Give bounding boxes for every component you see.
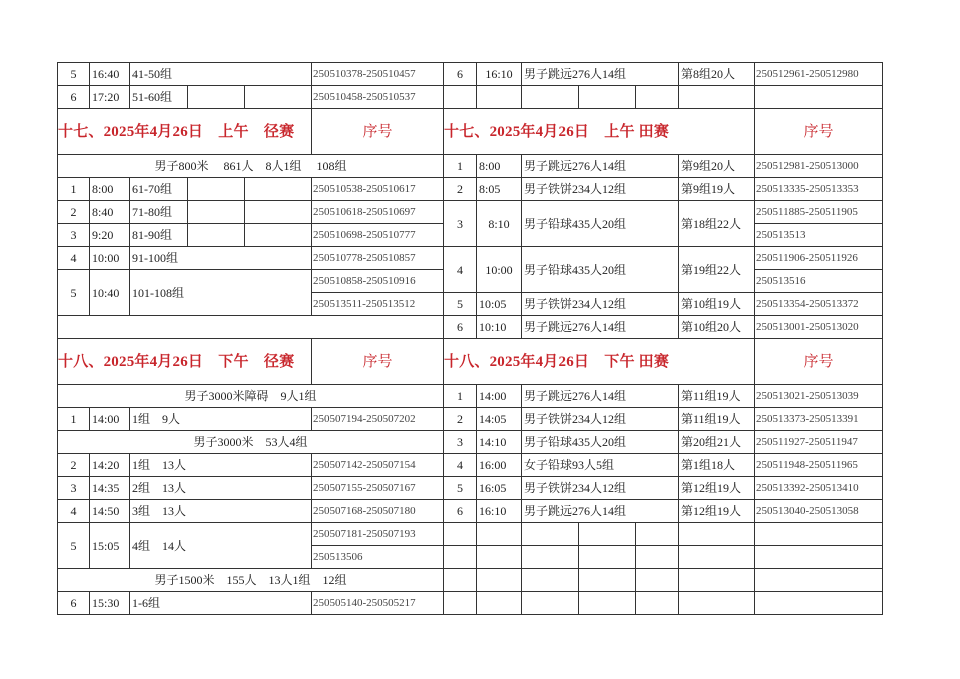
serial-header: 序号 xyxy=(755,109,883,155)
blank-row xyxy=(444,523,883,546)
row-number: 6 xyxy=(58,86,90,109)
event-cell: 女子铅球93人5组 xyxy=(522,454,679,477)
table-row xyxy=(444,155,883,178)
serial-range: 250513021-250513039 xyxy=(755,385,883,408)
serial-range: 250513373-250513391 xyxy=(755,408,883,431)
time-cell: 14:20 xyxy=(90,454,130,477)
empty-cell xyxy=(444,86,477,109)
empty-cell xyxy=(755,546,883,569)
time-cell: 16:40 xyxy=(90,63,130,86)
group-cell: 第20组21人 xyxy=(679,431,755,454)
empty-cell xyxy=(679,569,755,592)
row-number: 5 xyxy=(444,293,477,316)
empty-cell xyxy=(58,316,444,339)
group-cell: 第10组19人 xyxy=(679,293,755,316)
empty-cell xyxy=(636,569,679,592)
blank-row xyxy=(444,592,883,615)
serial-range: 250513335-250513353 xyxy=(755,178,883,201)
serial-range: 250507142-250507154 xyxy=(312,454,444,477)
time-cell: 15:30 xyxy=(90,592,130,615)
empty-cell xyxy=(444,569,477,592)
event-cell: 男子跳远276人14组 xyxy=(522,63,679,86)
time-cell: 16:05 xyxy=(477,477,522,500)
serial-range: 250510698-250510777 xyxy=(312,224,444,247)
empty-cell xyxy=(444,523,477,546)
table-row xyxy=(444,500,883,523)
table-row xyxy=(444,247,883,270)
serial-header: 序号 xyxy=(312,109,444,155)
event-cell: 男子铅球435人20组 xyxy=(522,431,679,454)
empty-cell xyxy=(188,178,245,201)
row-number: 6 xyxy=(444,63,477,86)
empty-cell xyxy=(579,523,636,546)
time-cell: 14:00 xyxy=(477,385,522,408)
group-cell: 第9组20人 xyxy=(679,155,755,178)
row-number: 6 xyxy=(58,592,90,615)
table-row xyxy=(58,63,444,86)
row-number: 5 xyxy=(58,523,90,569)
table-row xyxy=(58,592,444,615)
serial-range: 250511927-250511947 xyxy=(755,431,883,454)
section-header xyxy=(444,109,883,155)
time-cell: 10:10 xyxy=(477,316,522,339)
time-cell: 8:10 xyxy=(477,201,522,247)
row-number: 5 xyxy=(58,63,90,86)
time-cell: 16:00 xyxy=(477,454,522,477)
group-cell: 第9组19人 xyxy=(679,178,755,201)
section-header xyxy=(444,339,883,385)
empty-cell xyxy=(188,201,245,224)
table-row xyxy=(444,431,883,454)
time-cell: 14:50 xyxy=(90,500,130,523)
serial-range: 250505140-250505217 xyxy=(312,592,444,615)
serial-range: 250513001-250513020 xyxy=(755,316,883,339)
serial-range: 250511906-250511926 xyxy=(755,247,883,270)
event-cell: 男子跳远276人14组 xyxy=(522,316,679,339)
event-cell: 男子铅球435人20组 xyxy=(522,247,679,293)
empty-cell xyxy=(755,592,883,615)
empty-cell xyxy=(245,224,312,247)
empty-cell xyxy=(188,224,245,247)
group-cell: 71-80组 xyxy=(130,201,188,224)
row-number: 6 xyxy=(444,316,477,339)
time-cell: 10:00 xyxy=(90,247,130,270)
row-number: 3 xyxy=(444,431,477,454)
serial-header: 序号 xyxy=(755,339,883,385)
time-cell: 10:00 xyxy=(477,247,522,293)
empty-cell xyxy=(522,86,579,109)
time-cell: 15:05 xyxy=(90,523,130,569)
group-cell: 4组 14人 xyxy=(130,523,312,569)
empty-cell xyxy=(188,86,245,109)
section-title: 十七、2025年4月26日 上午 径赛 xyxy=(58,109,312,155)
table-row xyxy=(58,178,444,201)
time-cell: 10:40 xyxy=(90,270,130,316)
row-number: 4 xyxy=(444,454,477,477)
time-cell: 14:10 xyxy=(477,431,522,454)
event-cell: 男子跳远276人14组 xyxy=(522,385,679,408)
section-title: 十八、2025年4月26日 下午 田赛 xyxy=(444,339,755,385)
empty-cell xyxy=(477,569,522,592)
empty-cell xyxy=(444,546,477,569)
empty-cell xyxy=(755,569,883,592)
event-subtitle: 男子3000米 53人4组 xyxy=(58,431,444,454)
table-row xyxy=(444,63,883,86)
serial-range: 250510458-250510537 xyxy=(312,86,444,109)
blank-row xyxy=(444,569,883,592)
table-row xyxy=(444,385,883,408)
group-cell: 第11组19人 xyxy=(679,385,755,408)
time-cell: 16:10 xyxy=(477,63,522,86)
time-cell: 8:00 xyxy=(90,178,130,201)
empty-cell xyxy=(579,569,636,592)
group-cell: 41-50组 xyxy=(130,63,312,86)
row-number: 1 xyxy=(58,408,90,431)
event-subtitle: 男子800米 861人 8人1组 108组 xyxy=(58,155,444,178)
event-subtitle-row xyxy=(58,155,444,178)
table-row xyxy=(58,247,444,270)
row-number: 1 xyxy=(444,385,477,408)
group-cell: 3组 13人 xyxy=(130,500,312,523)
table-row xyxy=(444,477,883,500)
table-row xyxy=(58,500,444,523)
row-number: 5 xyxy=(58,270,90,316)
empty-cell xyxy=(522,523,579,546)
empty-cell xyxy=(444,592,477,615)
serial-range: 250510778-250510857 xyxy=(312,247,444,270)
empty-cell xyxy=(579,546,636,569)
time-cell: 9:20 xyxy=(90,224,130,247)
event-cell: 男子铁饼234人12组 xyxy=(522,178,679,201)
empty-cell xyxy=(522,592,579,615)
event-subtitle: 男子3000米障碍 9人1组 xyxy=(58,385,444,408)
empty-cell xyxy=(579,86,636,109)
event-cell: 男子铁饼234人12组 xyxy=(522,293,679,316)
empty-cell xyxy=(679,86,755,109)
serial-range: 250513511-250513512 xyxy=(312,293,444,316)
serial-range: 250510538-250510617 xyxy=(312,178,444,201)
event-subtitle-row xyxy=(58,431,444,454)
group-cell: 第1组18人 xyxy=(679,454,755,477)
group-cell: 第11组19人 xyxy=(679,408,755,431)
event-cell: 男子跳远276人14组 xyxy=(522,500,679,523)
group-cell: 2组 13人 xyxy=(130,477,312,500)
empty-cell xyxy=(522,569,579,592)
serial-range: 250510618-250510697 xyxy=(312,201,444,224)
serial-range: 250513392-250513410 xyxy=(755,477,883,500)
serial-range: 250513040-250513058 xyxy=(755,500,883,523)
section-header xyxy=(58,339,444,385)
section-header xyxy=(58,109,444,155)
table-row xyxy=(58,454,444,477)
empty-cell xyxy=(579,592,636,615)
empty-cell xyxy=(636,86,679,109)
time-cell: 8:00 xyxy=(477,155,522,178)
row-number: 1 xyxy=(444,155,477,178)
group-cell: 81-90组 xyxy=(130,224,188,247)
row-number: 2 xyxy=(444,178,477,201)
section-title: 十七、2025年4月26日 上午 田赛 xyxy=(444,109,755,155)
blank-row xyxy=(444,546,883,569)
empty-cell xyxy=(522,546,579,569)
group-cell: 第12组19人 xyxy=(679,477,755,500)
time-cell: 14:05 xyxy=(477,408,522,431)
time-cell: 14:35 xyxy=(90,477,130,500)
event-cell: 男子跳远276人14组 xyxy=(522,155,679,178)
empty-cell xyxy=(636,523,679,546)
group-cell: 91-100组 xyxy=(130,247,312,270)
table-row xyxy=(58,270,444,293)
serial-header: 序号 xyxy=(312,339,444,385)
table-row xyxy=(58,224,444,247)
row-number: 4 xyxy=(444,247,477,293)
row-number: 2 xyxy=(444,408,477,431)
empty-cell xyxy=(245,178,312,201)
serial-range: 250513513 xyxy=(755,224,883,247)
group-cell: 1组 9人 xyxy=(130,408,312,431)
group-cell: 第10组20人 xyxy=(679,316,755,339)
row-number: 2 xyxy=(58,201,90,224)
event-subtitle: 男子1500米 155人 13人1组 12组 xyxy=(58,569,444,592)
group-cell: 第18组22人 xyxy=(679,201,755,247)
row-number: 4 xyxy=(58,247,90,270)
table-row xyxy=(444,178,883,201)
empty-cell xyxy=(245,201,312,224)
table-row xyxy=(444,201,883,224)
empty-cell xyxy=(679,546,755,569)
time-cell: 8:05 xyxy=(477,178,522,201)
field-schedule-table xyxy=(443,62,883,615)
serial-range: 250512961-250512980 xyxy=(755,63,883,86)
table-row xyxy=(58,201,444,224)
time-cell: 16:10 xyxy=(477,500,522,523)
serial-range: 250507155-250507167 xyxy=(312,477,444,500)
serial-range: 250507194-250507202 xyxy=(312,408,444,431)
serial-range: 250512981-250513000 xyxy=(755,155,883,178)
group-cell: 101-108组 xyxy=(130,270,312,316)
event-subtitle-row xyxy=(58,385,444,408)
time-cell: 8:40 xyxy=(90,201,130,224)
time-cell: 10:05 xyxy=(477,293,522,316)
group-cell: 1组 13人 xyxy=(130,454,312,477)
group-cell: 61-70组 xyxy=(130,178,188,201)
blank-row xyxy=(58,316,444,339)
row-number: 3 xyxy=(58,224,90,247)
row-number: 6 xyxy=(444,500,477,523)
row-number: 3 xyxy=(58,477,90,500)
time-cell: 14:00 xyxy=(90,408,130,431)
serial-range: 250511948-250511965 xyxy=(755,454,883,477)
section-title: 十八、2025年4月26日 下午 径赛 xyxy=(58,339,312,385)
track-schedule-table xyxy=(57,62,444,615)
blank-row xyxy=(444,86,883,109)
row-number: 2 xyxy=(58,454,90,477)
empty-cell xyxy=(477,523,522,546)
event-cell: 男子铁饼234人12组 xyxy=(522,408,679,431)
row-number: 4 xyxy=(58,500,90,523)
row-number: 5 xyxy=(444,477,477,500)
table-row xyxy=(444,408,883,431)
empty-cell xyxy=(477,546,522,569)
event-cell: 男子铅球435人20组 xyxy=(522,201,679,247)
table-row xyxy=(444,293,883,316)
empty-cell xyxy=(755,86,883,109)
table-row xyxy=(58,477,444,500)
empty-cell xyxy=(477,86,522,109)
serial-range: 250507181-250507193 xyxy=(312,523,444,546)
serial-range: 250507168-250507180 xyxy=(312,500,444,523)
event-cell: 男子铁饼234人12组 xyxy=(522,477,679,500)
group-cell: 1-6组 xyxy=(130,592,312,615)
empty-cell xyxy=(755,523,883,546)
row-number: 1 xyxy=(58,178,90,201)
empty-cell xyxy=(245,86,312,109)
serial-range: 250513354-250513372 xyxy=(755,293,883,316)
table-row xyxy=(58,86,444,109)
empty-cell xyxy=(636,592,679,615)
group-cell: 51-60组 xyxy=(130,86,188,109)
empty-cell xyxy=(636,546,679,569)
table-row xyxy=(444,454,883,477)
group-cell: 第8组20人 xyxy=(679,63,755,86)
serial-range: 250510858-250510916 xyxy=(312,270,444,293)
table-row xyxy=(58,408,444,431)
serial-range: 250513506 xyxy=(312,546,444,569)
serial-range: 250511885-250511905 xyxy=(755,201,883,224)
group-cell: 第12组19人 xyxy=(679,500,755,523)
row-number: 3 xyxy=(444,201,477,247)
serial-range: 250510378-250510457 xyxy=(312,63,444,86)
event-subtitle-row xyxy=(58,569,444,592)
empty-cell xyxy=(477,592,522,615)
serial-range: 250513516 xyxy=(755,270,883,293)
empty-cell xyxy=(679,523,755,546)
table-row xyxy=(444,316,883,339)
empty-cell xyxy=(679,592,755,615)
table-row xyxy=(58,523,444,546)
time-cell: 17:20 xyxy=(90,86,130,109)
group-cell: 第19组22人 xyxy=(679,247,755,293)
